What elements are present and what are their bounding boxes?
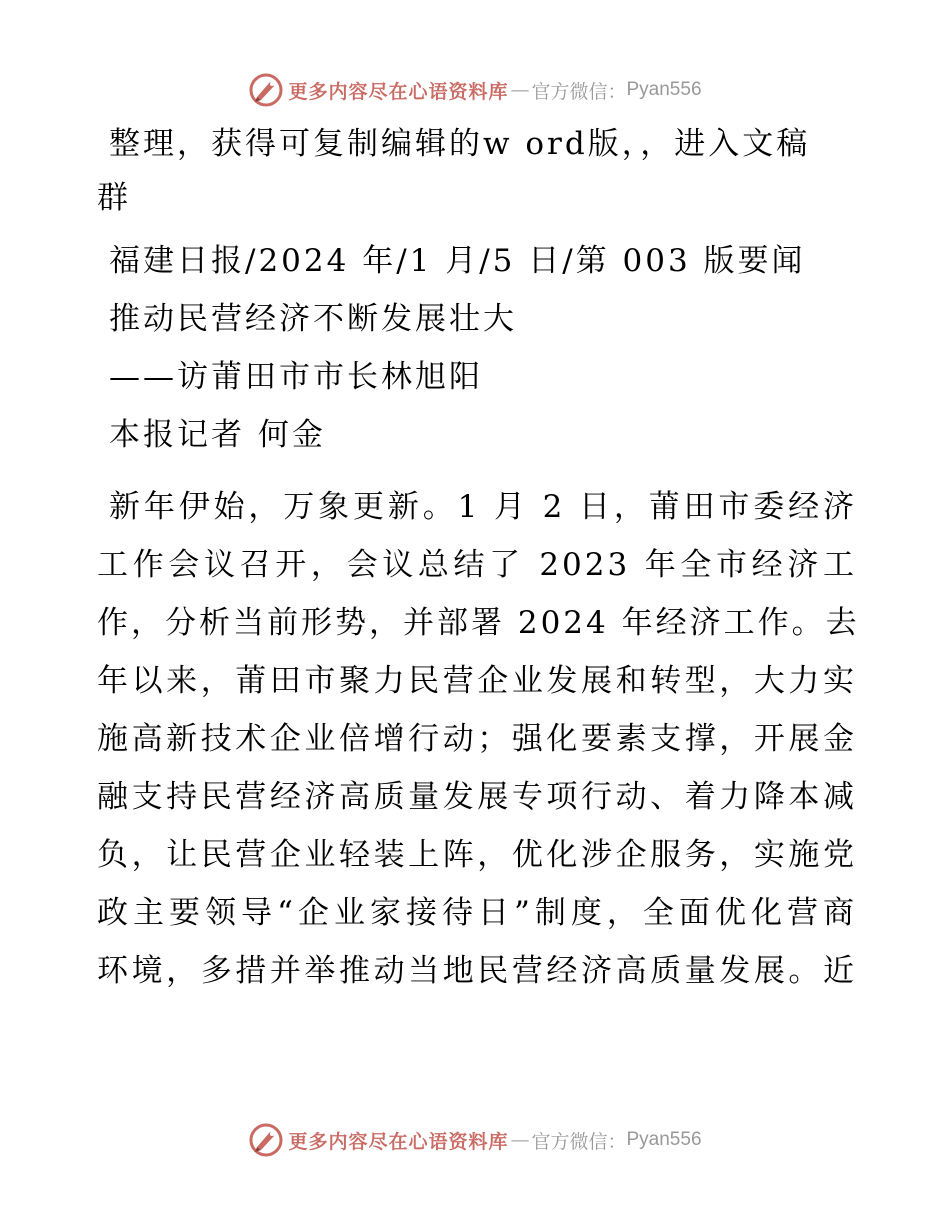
watermark-separator: — [510, 1129, 530, 1151]
paragraph-line: 作，分析当前形势，并部署 2024 年经济工作。去 [97, 605, 860, 641]
header-watermark [0, 70, 950, 110]
article-paragraph [97, 478, 860, 1000]
paragraph-line: 新年伊始，万象更新。1 月 2 日，莆田市委经济 [109, 489, 857, 525]
article-subtitle: ——访莆田市市长林旭阳 [109, 359, 483, 395]
paragraph-line: 政主要领导“企业家接待日”制度，全面优化营商 [97, 895, 857, 931]
paragraph-line: 融支持民营经济高质量发展专项行动、着力降本减 [97, 779, 857, 815]
intro-line-1: 整理，获得可复制编辑的w ord版，，进入文稿 [109, 126, 811, 162]
watermark-wechat-id: Pyan556 [626, 79, 702, 100]
watermark-wechat-id: Pyan556 [626, 1129, 702, 1150]
pen-logo-icon [248, 1122, 284, 1158]
paragraph-line: 施高新技术企业倍增行动；强化要素支撑，开展金 [97, 721, 857, 757]
source-line: 福建日报/2024 年/1 月/5 日/第 003 版要闻 [109, 243, 806, 279]
paragraph-line: 负，让民营企业轻装上阵，优化涉企服务，实施党 [97, 837, 857, 873]
watermark-official-label: 官方微信： [531, 1130, 627, 1153]
watermark-main-text: 更多内容尽在心语资料库 [288, 80, 509, 103]
article-title: 推动民营经济不断发展壮大 [109, 301, 517, 337]
watermark-official-label: 官方微信： [531, 80, 627, 103]
pen-logo-icon [248, 72, 284, 108]
watermark-main-text: 更多内容尽在心语资料库 [288, 1130, 509, 1153]
paragraph-line: 环境，多措并举推动当地民营经济高质量发展。近 [97, 953, 857, 989]
document-body [97, 120, 860, 1000]
paragraph-line: 年以来，莆田市聚力民营企业发展和转型，大力实 [97, 663, 857, 699]
byline: 本报记者 何金 [109, 417, 326, 453]
watermark-separator: — [510, 79, 530, 101]
intro-line-2: 群 [97, 180, 131, 216]
paragraph-line: 工作会议召开，会议总结了 2023 年全市经济工 [97, 547, 857, 583]
footer-watermark [0, 1120, 950, 1160]
